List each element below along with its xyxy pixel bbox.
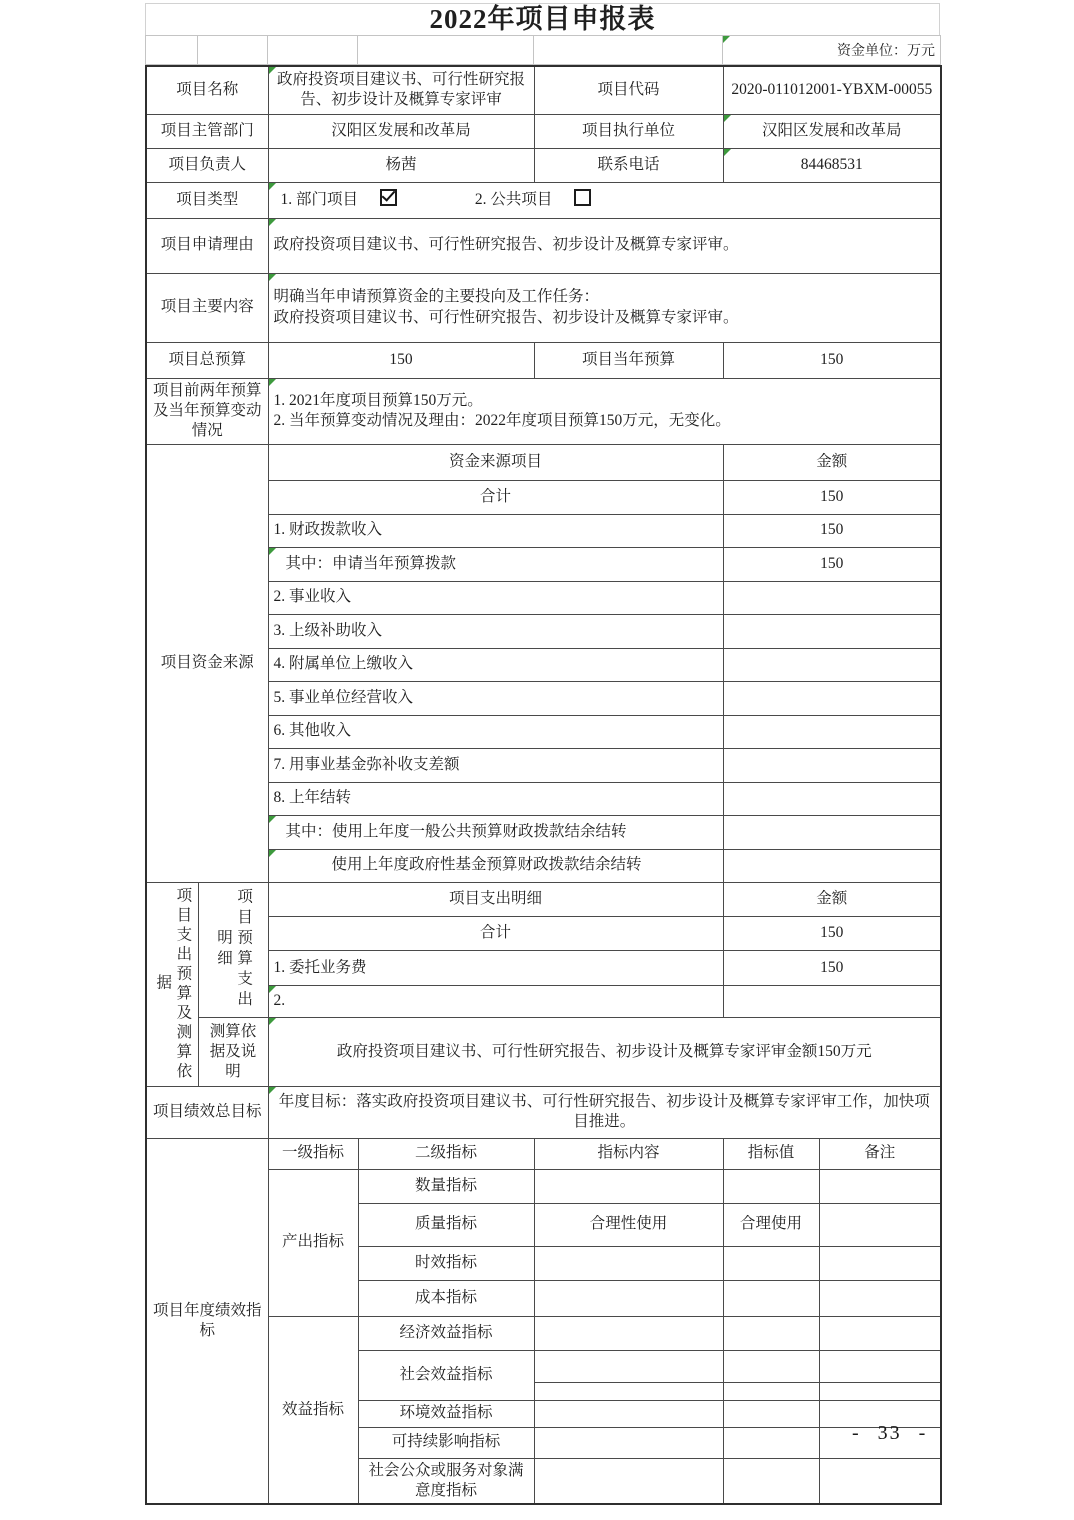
project-name-row xyxy=(146,66,941,114)
funding-amount xyxy=(723,715,941,748)
indicator-value xyxy=(723,1427,819,1458)
expenditure-item: 合计 xyxy=(268,916,723,950)
expenditure-amount: 150 xyxy=(723,916,941,950)
funding-item: 3. 上级补助收入 xyxy=(268,614,723,648)
funding-amount xyxy=(723,815,941,849)
performance-goal-label: 项目绩效总目标 xyxy=(146,1086,268,1138)
funding-item: 8. 上年结转 xyxy=(268,782,723,815)
cell-error-marker-icon xyxy=(724,149,731,156)
funding-amount: 150 xyxy=(723,547,941,581)
funding-section-label: 项目资金来源 xyxy=(146,444,268,882)
funding-amount xyxy=(723,581,941,614)
main-content-line2: 政府投资项目建议书、可行性研究报告、初步设计及概算专家评审。 xyxy=(273,308,739,326)
cell-error-marker-icon xyxy=(269,274,276,281)
indicator-header-l2: 二级指标 xyxy=(358,1138,534,1169)
exec-unit-value: 汉阳区发展和改革局 xyxy=(723,114,941,148)
indicator-content xyxy=(534,1400,723,1427)
funding-item: 合计 xyxy=(268,480,723,514)
funding-amount: 150 xyxy=(723,514,941,547)
cell-error-marker-icon xyxy=(269,548,276,555)
cell-error-marker-icon xyxy=(269,986,276,993)
indicator-value xyxy=(723,1169,819,1203)
indicator-content xyxy=(534,1382,723,1400)
indicator-l2: 质量指标 xyxy=(358,1203,534,1246)
project-code-value: 2020-011012001-YBXM-00055 xyxy=(723,66,941,114)
indicator-content xyxy=(534,1169,723,1203)
indicator-note xyxy=(819,1203,941,1246)
performance-goal-value: 年度目标：落实政府投资项目建议书、可行性研究报告、初步设计及概算专家评审工作，加快项目推进。 xyxy=(268,1086,941,1138)
empty-cell xyxy=(358,36,534,65)
dept-project-option xyxy=(281,191,398,208)
funding-item: 5. 事业单位经营收入 xyxy=(268,681,723,715)
indicator-header-l1: 一级指标 xyxy=(268,1138,358,1169)
budget-row xyxy=(146,342,941,378)
funding-header-row xyxy=(146,444,941,480)
indicator-value xyxy=(723,1382,819,1400)
indicator-value xyxy=(723,1350,819,1382)
indicator-l2: 数量指标 xyxy=(358,1169,534,1203)
year-budget-label: 项目当年预算 xyxy=(534,342,723,378)
indicator-group-benefit: 效益指标 xyxy=(268,1316,358,1504)
funding-amount xyxy=(723,782,941,815)
indicator-header-content: 指标内容 xyxy=(534,1138,723,1169)
page-number: - 33 - xyxy=(852,1422,928,1444)
indicator-l2: 社会公众或服务对象满意度指标 xyxy=(358,1458,534,1504)
indicator-l2: 环境效益指标 xyxy=(358,1400,534,1427)
public-project-option xyxy=(475,191,592,208)
empty-cell xyxy=(534,36,723,65)
indicator-content: 合理性使用 xyxy=(534,1203,723,1246)
project-name-label: 项目名称 xyxy=(146,66,268,114)
funding-amount xyxy=(723,748,941,782)
project-name-value: 政府投资项目建议书、可行性研究报告、初步设计及概算专家评审 xyxy=(268,66,534,114)
dept-project-option-label: 1. 部门项目 xyxy=(280,191,359,209)
expenditure-header-amount: 金额 xyxy=(723,882,941,916)
indicator-section-label: 项目年度绩效指标 xyxy=(146,1138,268,1504)
indicator-content xyxy=(534,1427,723,1458)
cell-error-marker-icon xyxy=(269,67,276,74)
total-budget-label: 项目总预算 xyxy=(146,342,268,378)
indicator-note xyxy=(819,1316,941,1350)
cell-error-marker-icon xyxy=(724,115,731,122)
previous-budget-row xyxy=(146,378,941,444)
expenditure-header-row xyxy=(146,882,941,916)
indicator-l2: 社会效益指标 xyxy=(358,1350,534,1400)
cell-error-marker-icon xyxy=(269,850,276,857)
project-code-label: 项目代码 xyxy=(534,66,723,114)
cell-error-marker-icon xyxy=(269,219,276,226)
expenditure-item: 2. xyxy=(268,985,723,1017)
reason-value: 政府投资项目建议书、可行性研究报告、初步设计及概算专家评审。 xyxy=(268,218,941,273)
main-content-line1: 明确当年申请预算资金的主要投向及工作任务： xyxy=(273,288,600,306)
page-title: 2022年项目申报表 xyxy=(145,3,940,35)
project-type-options xyxy=(268,182,941,218)
expenditure-header-item: 项目支出明细 xyxy=(268,882,723,916)
indicator-note xyxy=(819,1246,941,1280)
year-budget-value: 150 xyxy=(723,342,941,378)
indicator-note xyxy=(819,1280,941,1316)
exec-unit-label: 项目执行单位 xyxy=(534,114,723,148)
indicator-content xyxy=(534,1246,723,1280)
funding-item: 使用上年度政府性基金预算财政拨款结余结转 xyxy=(268,849,723,882)
previous-budget-label: 项目前两年预算及当年预算变动情况 xyxy=(146,378,268,444)
indicator-content xyxy=(534,1280,723,1316)
cell-error-marker-icon xyxy=(269,1087,276,1094)
indicator-value xyxy=(723,1458,819,1504)
total-budget-value: 150 xyxy=(268,342,534,378)
empty-cell xyxy=(268,36,358,65)
phone-value: 84468531 xyxy=(723,148,941,182)
cell-error-marker-icon xyxy=(269,379,276,386)
dept-project-checkbox xyxy=(380,189,397,206)
funding-amount: 150 xyxy=(723,480,941,514)
basis-label: 测算依据及说明 xyxy=(198,1018,268,1086)
project-type-label: 项目类型 xyxy=(146,182,268,218)
indicator-content xyxy=(534,1316,723,1350)
reason-row xyxy=(146,218,941,273)
indicator-note xyxy=(819,1458,941,1504)
reason-label: 项目申请理由 xyxy=(146,218,268,273)
dept-value: 汉阳区发展和改革局 xyxy=(268,114,534,148)
main-content-label: 项目主要内容 xyxy=(146,273,268,342)
empty-cell xyxy=(146,36,198,65)
public-project-checkbox xyxy=(574,189,591,206)
funding-item: 其中：使用上年度一般公共预算财政拨款结余结转 xyxy=(268,815,723,849)
indicator-value xyxy=(723,1400,819,1427)
performance-goal-row xyxy=(146,1086,941,1138)
public-project-option-label: 2. 公共项目 xyxy=(474,191,553,209)
indicator-group-output: 产出指标 xyxy=(268,1169,358,1316)
empty-cell xyxy=(198,36,268,65)
expenditure-detail-label: 项目预算支出明细 xyxy=(198,882,268,1018)
cell-error-marker-icon xyxy=(723,36,730,43)
indicator-value: 合理使用 xyxy=(723,1203,819,1246)
indicator-l2: 时效指标 xyxy=(358,1246,534,1280)
funding-amount xyxy=(723,648,941,681)
previous-budget-line2: 2. 当年预算变动情况及理由：2022年度项目预算150万元，无变化。 xyxy=(273,412,731,429)
project-type-row xyxy=(146,182,941,218)
expenditure-amount: 150 xyxy=(723,950,941,985)
indicator-header-row xyxy=(146,1138,941,1169)
indicator-header-note: 备注 xyxy=(819,1138,941,1169)
cell-error-marker-icon xyxy=(269,816,276,823)
indicator-value xyxy=(723,1280,819,1316)
unit-note-row xyxy=(146,36,941,65)
funding-item: 6. 其他收入 xyxy=(268,715,723,748)
indicator-note xyxy=(819,1382,941,1400)
previous-budget-value xyxy=(268,378,941,444)
cell-error-marker-icon xyxy=(269,1018,276,1025)
basis-value: 政府投资项目建议书、可行性研究报告、初步设计及概算专家评审金额150万元 xyxy=(268,1018,941,1086)
funding-amount xyxy=(723,614,941,648)
indicator-content xyxy=(534,1350,723,1382)
funding-item: 4. 附属单位上缴收入 xyxy=(268,648,723,681)
application-form-table xyxy=(145,65,942,1505)
funding-amount xyxy=(723,849,941,882)
expenditure-item: 1. 委托业务费 xyxy=(268,950,723,985)
funding-amount xyxy=(723,681,941,715)
funding-item: 7. 用事业基金弥补收支差额 xyxy=(268,748,723,782)
funding-header-item: 资金来源项目 xyxy=(268,444,723,480)
indicator-note xyxy=(819,1350,941,1382)
funding-item: 1. 财政拨款收入 xyxy=(268,514,723,547)
dept-row xyxy=(146,114,941,148)
leader-row xyxy=(146,148,941,182)
form-sheet xyxy=(145,3,940,1505)
unit-note: 资金单位：万元 xyxy=(837,44,935,59)
expenditure-amount xyxy=(723,985,941,1017)
expenditure-section-label: 项目支出预算及测算依据 xyxy=(146,882,198,1086)
indicator-l2: 成本指标 xyxy=(358,1280,534,1316)
funding-item: 其中：申请当年预算拨款 xyxy=(268,547,723,581)
indicator-l2: 经济效益指标 xyxy=(358,1316,534,1350)
cell-error-marker-icon xyxy=(269,183,276,190)
dept-label: 项目主管部门 xyxy=(146,114,268,148)
main-content-row xyxy=(146,273,941,342)
main-content-value xyxy=(268,273,941,342)
basis-row xyxy=(146,1018,941,1086)
phone-label: 联系电话 xyxy=(534,148,723,182)
unit-note-cell xyxy=(723,36,941,65)
indicator-value xyxy=(723,1316,819,1350)
indicator-note xyxy=(819,1169,941,1203)
leader-value: 杨茜 xyxy=(268,148,534,182)
funding-item: 2. 事业收入 xyxy=(268,581,723,614)
previous-budget-line1: 1. 2021年度项目预算150万元。 xyxy=(273,391,483,409)
unit-note-strip xyxy=(145,35,941,65)
indicator-header-value: 指标值 xyxy=(723,1138,819,1169)
leader-label: 项目负责人 xyxy=(146,148,268,182)
funding-header-amount: 金额 xyxy=(723,444,941,480)
indicator-l2: 可持续影响指标 xyxy=(358,1427,534,1458)
indicator-content xyxy=(534,1458,723,1504)
indicator-value xyxy=(723,1246,819,1280)
